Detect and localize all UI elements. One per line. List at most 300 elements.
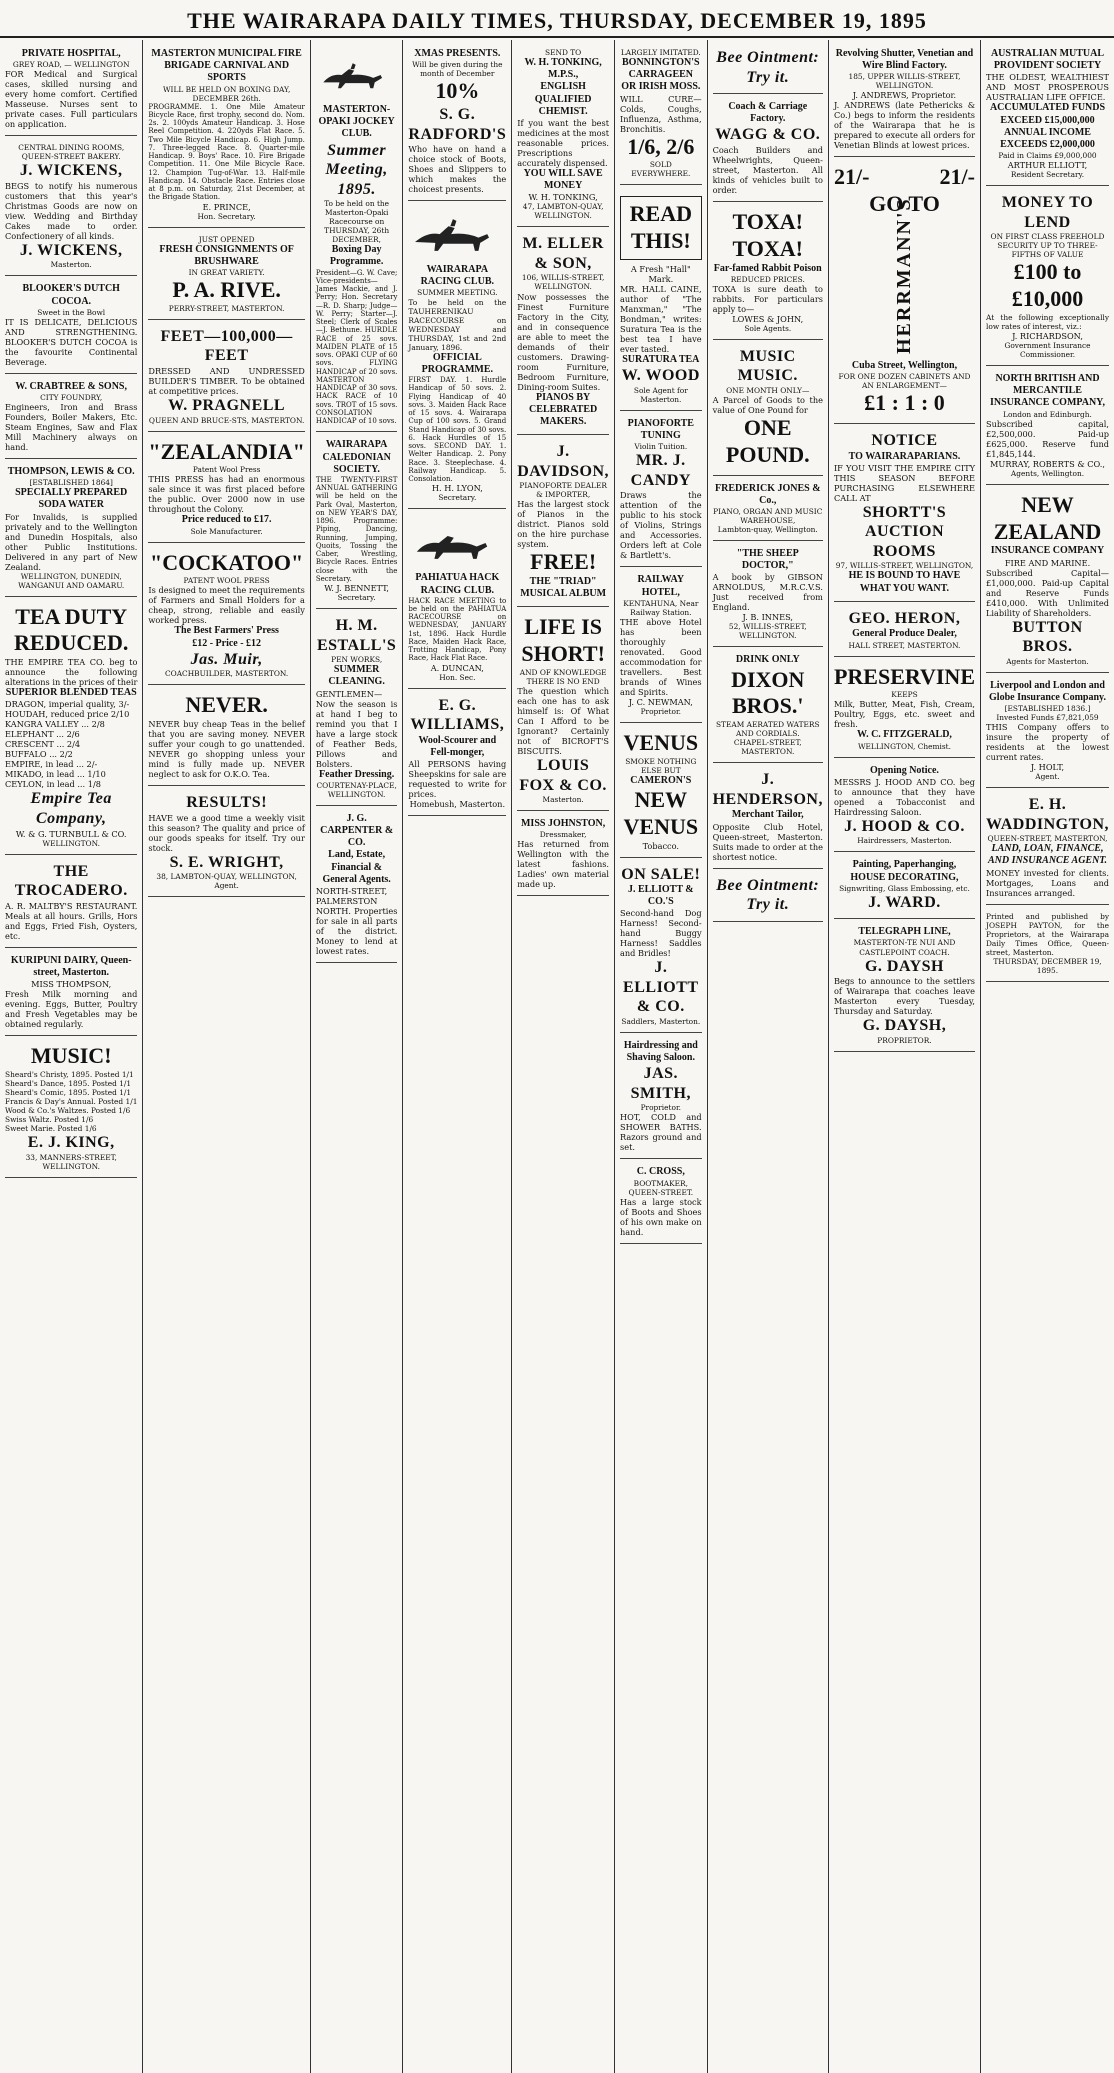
masthead-rule xyxy=(0,36,1114,38)
ad-name: W. J. BENNETT, xyxy=(324,583,390,594)
ad-price: £12 - Price - £12 xyxy=(192,637,262,649)
ad-irish-moss xyxy=(620,44,702,185)
ad-body: FOR ONE DOZEN CABINETS AND AN ENLARGEMENT— xyxy=(838,372,971,391)
ad-title: "ZEALANDIA" xyxy=(148,438,305,464)
ad-name: J. RICHARDSON, xyxy=(1012,331,1083,342)
ad-hood-tobacconist xyxy=(834,761,975,853)
ad-subtitle: Coach & Carriage Factory. xyxy=(728,101,808,125)
ad-address: 47, LAMBTON-QUAY, WELLINGTON. xyxy=(522,202,604,221)
ad-body: THIS Company offers to insure the property of residents at the lowest current rates. xyxy=(986,722,1109,763)
ad-heading: PIANOS BY CELEBRATED MAKERS. xyxy=(529,391,598,427)
ad-title: ONE POUND. xyxy=(725,414,810,467)
ad-title: E. H. WADDINGTON, xyxy=(986,796,1109,833)
ad-subtitle: Masterton. xyxy=(50,260,92,270)
ad-address: WELLINGTON, Chemist. xyxy=(857,741,951,751)
ad-name: MR. J. CANDY xyxy=(630,452,691,489)
ad-body: Coach Builders and Wheelwrights, Queen-street, Masterton. All kinds of vehicles built to order. xyxy=(712,144,823,195)
ad-role: Agent. xyxy=(1035,772,1060,782)
ad-body: THIS PRESS has had an enormous sale since it was first placed before the public. Over 2000 now in use throughout the Colony. xyxy=(148,474,305,515)
ad-footer: J. ELLIOTT & CO. xyxy=(623,959,699,1016)
ad-subtitle: PIANO, ORGAN AND MUSIC WAREHOUSE, xyxy=(713,506,823,525)
ad-title: THE TROCADERO. xyxy=(14,862,128,900)
ad-body: A book by GIBSON ARNOLDUS, M.R.C.V.S. Just received from England. xyxy=(712,572,823,613)
ad-never xyxy=(148,688,304,786)
ad-heading: SHORTT'S AUCTION ROOMS xyxy=(862,503,947,560)
ad-title: GEO. HERON, xyxy=(848,609,961,627)
ad-subtitle: SUMMER MEETING. xyxy=(417,288,498,298)
ad-subtitle: Signwriting, Glass Embossing, etc. xyxy=(839,883,970,893)
ad-wagg-coach xyxy=(713,97,823,202)
ad-name: S. E. WRIGHT, xyxy=(169,853,284,871)
ad-name: Empire Tea Company, xyxy=(30,790,112,827)
ad-subtitle: [ESTABLISHED 1864] xyxy=(29,478,113,488)
ad-role: Saddlers, Masterton. xyxy=(621,1016,701,1026)
ad-body: TOXA is sure death to rabbits. For particulars apply to— xyxy=(712,283,823,314)
ad-williams-woolscourer xyxy=(408,692,506,816)
ad-figure: Paid in Claims £9,000,000 xyxy=(998,151,1097,161)
ad-wickens-bakery xyxy=(5,139,137,276)
ad-subtitle: CITY FOUNDRY, xyxy=(40,392,103,402)
ad-money-to-lend xyxy=(986,189,1109,366)
ad-role: Proprietor. xyxy=(640,1103,682,1113)
ad-body: Now possesses the Finest Furniture Factory in the City, and in consequence are able to meet the demands of their customers. Drawing-room Furniture, Bedroom Furniture, Dining-room Suites. xyxy=(517,291,610,392)
ad-subtitle: A Fresh "Hall" Mark. xyxy=(630,264,691,285)
ad-fire-brigade-carnival xyxy=(148,44,304,228)
ad-address: Masterton. xyxy=(542,795,584,805)
ad-title: PIANOFORTE TUNING xyxy=(627,417,694,442)
ad-subtitle: Far-famed Rabbit Poison xyxy=(713,262,822,274)
ad-name: J. ELLIOTT & CO.'S xyxy=(627,884,694,908)
ad-subtitle: [ESTABLISHED 1836.] xyxy=(1004,704,1091,713)
ad-product: SURATURA TEA xyxy=(622,354,700,366)
ad-body: For Invalids, is supplied privately and to the Wellington and Dunedin Hospitals, also other Public Institutions. Delivered in any part of New Zealand. xyxy=(5,511,138,572)
tea-price-item: ELEPHANT ... 2/6 xyxy=(5,729,80,740)
ad-name: W. WOOD xyxy=(621,367,700,385)
column-grid xyxy=(0,40,1114,2073)
ad-toxa-poison xyxy=(713,205,823,340)
ad-empire-tea xyxy=(5,600,137,855)
column-5 xyxy=(512,40,615,2073)
ad-price: £1 : 1 : 0 xyxy=(864,390,945,416)
ad-body: Milk, Butter, Meat, Fish, Cream, Poultry, Eggs, etc. sweet and fresh. xyxy=(833,699,975,730)
ad-title: WAIRARAPA RACING CLUB. xyxy=(420,264,494,288)
ad-address: PERRY-STREET, MASTERTON. xyxy=(168,303,285,313)
tea-price-item: KANGRA VALLEY ... 2/8 xyxy=(5,719,105,730)
ad-title: VENUS xyxy=(623,729,699,755)
ad-music-pound xyxy=(713,343,823,476)
ad-address: 38, LAMBTON-QUAY, WELLINGTON, Agent. xyxy=(156,872,297,891)
column-3 xyxy=(311,40,404,2073)
imprint-date: THURSDAY, DECEMBER 19, 1895. xyxy=(993,956,1102,975)
ad-title: Hairdressing and Shaving Saloon. xyxy=(623,1040,698,1064)
ad-role: Agents, Wellington. xyxy=(1010,468,1085,478)
ad-address: 185, UPPER WILLIS-STREET, WELLINGTON. xyxy=(848,72,961,91)
ad-title: E. G. WILLIAMS, xyxy=(410,696,505,734)
ad-heading: OFFICIAL PROGRAMME. xyxy=(421,351,494,375)
ad-body: IF YOU VISIT THE EMPIRE CITY THIS SEASON BEFORE PURCHASING ELSEWHERE CALL AT xyxy=(833,462,975,503)
ad-caledonian-society xyxy=(316,435,398,609)
ad-title: J. DAVIDSON, xyxy=(517,443,610,480)
ad-private-hospital xyxy=(5,44,137,136)
ad-body: Begs to announce to the settlers of Wairarapa that coaches leave Masterton every Tuesday, Thursday and Saturday. xyxy=(833,976,975,1017)
ad-andrews-blinds xyxy=(834,44,975,157)
ad-subtitle: TO WAIRARAPARIANS. xyxy=(848,450,961,462)
ad-body: HAVE we a good time a weekly visit this season? The quality and price of our goods speaks for itself. Try our stock. xyxy=(148,812,305,853)
ad-title: XMAS PRESENTS. xyxy=(414,48,501,59)
horse-rider-icon xyxy=(316,52,389,98)
ad-body: IT IS DELICATE, DELICIOUS AND STRENGTHENING. BLOOKER'S DUTCH COCOA is the favourite Continental Beverage. xyxy=(5,316,138,367)
ad-name: J. HOOD & CO. xyxy=(844,817,965,835)
ad-name: W. H. TONKING, xyxy=(528,192,598,203)
ad-title: FREDERICK JONES & Co., xyxy=(714,482,821,506)
column-7 xyxy=(708,40,829,2073)
price-row xyxy=(834,164,975,191)
ad-title: TEA DUTY REDUCED. xyxy=(14,603,129,656)
column-6 xyxy=(615,40,708,2073)
ad-subtitle: Wool-Scourer and Fell-monger, xyxy=(418,734,497,758)
ad-subtitle: INSURANCE COMPANY xyxy=(990,545,1105,557)
ad-footer: At the following exceptionally low rates of interest, viz.: xyxy=(986,312,1109,331)
ad-body: All PERSONS having Sheepskins for sale are requested to write for prices. xyxy=(408,759,507,800)
ad-heading: Boxing Day Programme. xyxy=(329,244,384,268)
ad-estall-pen-works xyxy=(316,612,398,806)
masthead xyxy=(0,0,1114,34)
ad-address: 33, MANNERS-STREET, WELLINGTON. xyxy=(25,1152,117,1171)
ad-agents: W. & G. TURNBULL & CO. xyxy=(15,828,127,839)
ad-body: MR. HALL CAINE, author of "The Manxman," "The Bondman," writes: Suratura Tea is the best tea I have ever tasted. xyxy=(620,284,702,355)
ad-eller-furniture xyxy=(517,230,609,435)
ad-subtitle: Sweet in the Bowl xyxy=(37,307,106,317)
ad-life-is-short xyxy=(517,610,609,811)
ad-body: Engineers, Iron and Brass Founders, Boiler Makers, Etc. Steam Engines, Saw and Flax Mill Machinery always on hand. xyxy=(5,401,138,452)
ad-bee-ointment xyxy=(713,44,823,94)
ad-title: THOMPSON, LEWIS & CO. xyxy=(7,465,135,477)
horse-rider-icon xyxy=(408,520,496,566)
ad-sheep-doctor xyxy=(713,544,823,647)
tea-price-item: CEYLON, in lead ... 1/8 xyxy=(5,779,101,790)
ad-address: 52, WILLIS-STREET, WELLINGTON. xyxy=(728,622,807,641)
horse-rider-icon xyxy=(408,212,496,258)
ad-body: A. R. MALTBY'S RESTAURANT. Meals at all hours. Grills, Hors and Eggs, Fried Fish, Oysters, etc. xyxy=(5,900,138,941)
ad-price: Price reduced to £17. xyxy=(181,514,272,526)
ad-title: KURIPUNI DAIRY, Queen-street, Masterton. xyxy=(10,954,132,978)
ad-title: PRESERVINE xyxy=(833,663,975,689)
ad-title: TELEGRAPH LINE, xyxy=(858,926,951,938)
ad-body: GENTLEMEN—Now the season is at hand I beg to remind you that I have a large stock of Feather Beds, Pillows and Bolsters. xyxy=(315,688,398,769)
ad-davidson-pianos xyxy=(517,438,609,607)
ad-subheading: YOU WILL SAVE MONEY xyxy=(523,167,603,192)
column-9 xyxy=(981,40,1114,2073)
tea-price-item: CRESCENT ... 2/4 xyxy=(5,739,81,750)
ad-title: PAHIATUA HACK RACING CLUB. xyxy=(415,572,500,596)
ad-title: "THE SHEEP DOCTOR," xyxy=(736,548,799,572)
ad-name: LOWES & JOHN, xyxy=(732,313,804,324)
ad-footer: HE IS BOUND TO HAVE WHAT YOU WANT. xyxy=(848,570,961,594)
ad-address: Homebush, Masterton. xyxy=(409,799,506,810)
ad-smith-hairdresser xyxy=(620,1036,702,1159)
ad-name: J. WICKENS, xyxy=(19,162,123,180)
column-8 xyxy=(829,40,981,2073)
ad-title: BONNINGTON'S CARRAGEEN OR IRISH MOSS. xyxy=(621,57,701,93)
ad-title: FRESH CONSIGNMENTS OF BRUSHWARE xyxy=(159,243,294,267)
ad-name: A. DUNCAN, xyxy=(430,662,484,673)
ad-body: NORTH-STREET, PALMERSTON NORTH. Properties for sale in all parts of the district. Money to lend at lowest rates. xyxy=(315,886,398,957)
ad-heading: FIRE AND MARINE. xyxy=(1004,557,1091,568)
ad-name: H. H. LYON, xyxy=(431,483,483,494)
ad-title: Bee Ointment: Try it. xyxy=(716,49,820,86)
ad-liverpool-insurance xyxy=(986,676,1109,788)
ad-name: S. G. RADFORD'S xyxy=(408,106,507,143)
ad-venus-tobacco xyxy=(620,726,702,858)
ad-title: AUSTRALIAN MUTUAL PROVIDENT SOCIETY xyxy=(990,48,1105,72)
ad-subtitle: ONE MONTH ONLY— xyxy=(726,385,810,395)
music-item: Francis & Day's Annual. Posted 1/1 xyxy=(5,1096,138,1106)
ad-read-this xyxy=(620,188,702,410)
ad-body: If you want the best medicines at the most reasonable prices. Prescriptions accurately dispensed. xyxy=(517,117,610,168)
ad-figure: Invested Funds £7,821,059 xyxy=(996,713,1099,723)
ad-title: PRIVATE HOSPITAL, xyxy=(21,48,121,59)
ad-role: Sole Agents. xyxy=(744,323,792,333)
ad-subtitle: Dressmaker, xyxy=(539,830,587,840)
ad-body: FOR Medical and Surgical cases, skilled nursing and every home comfort. Certified Masseuse. Nurses sent to private cases. Full particulars on application. xyxy=(5,69,138,130)
ad-heading: SUPERIOR BLENDED TEAS xyxy=(5,687,137,699)
ad-body: MONEY invested for clients. Mortgages, Loans and Insurances arranged. xyxy=(986,867,1109,898)
ad-trocadero xyxy=(5,858,137,948)
ad-subtitle: WILL BE HELD ON BOXING DAY, DECEMBER 26th. xyxy=(162,84,291,103)
ad-body: Subscribed Capital—£1,000,000. Paid-up Capital and Reserve Funds £410,000. With Unlimited Liability of Shareholders. xyxy=(986,567,1109,618)
ad-role: Agents for Masterton. xyxy=(1006,656,1089,666)
ad-cross-bootmaker xyxy=(620,1162,702,1243)
ad-heading: SEND TO xyxy=(545,48,582,57)
ad-title: Liverpool and London and Globe Insurance Company. xyxy=(989,679,1106,703)
ad-frederick-jones xyxy=(713,479,823,541)
ad-body: THE EMPIRE TEA CO. beg to announce the following alterations in the prices of their xyxy=(5,657,138,688)
ad-body: To be held on the Masterton-Opaki Racecourse on THURSDAY, 26th DECEMBER, xyxy=(324,199,390,245)
ad-address: HALL STREET, MASTERTON. xyxy=(848,640,961,650)
ad-kuripuni-dairy xyxy=(5,951,137,1036)
ad-zealandia-press xyxy=(148,435,304,543)
ad-johnston-dressmaker xyxy=(517,814,609,896)
ad-subtitle: PATENT WOOL PRESS xyxy=(183,576,270,586)
ad-title: J. G. CARPENTER & CO. xyxy=(320,812,394,849)
ad-body: NEVER buy cheap Teas in the belief that you are saving money. NEVER suffer your cough to go unattended. NEVER go shopping unless your mind is fully made up. NEVER neglect to ask for O.K.O. Tea. xyxy=(148,719,305,780)
ad-title: TOXA! TOXA! xyxy=(732,208,804,261)
ad-name: Jas. Muir, xyxy=(190,650,263,668)
ad-role: Resident Secretary. xyxy=(1010,170,1085,180)
ad-subtitle: Tobacco. xyxy=(642,840,680,851)
ad-pragnell-timber xyxy=(148,323,304,432)
ad-title: LIFE IS SHORT! xyxy=(521,614,605,667)
ad-price: 1/6, 2/6 xyxy=(627,133,695,159)
ad-subtitle: BOOTMAKER, QUEEN-STREET. xyxy=(628,1178,694,1197)
ad-role: Sole Agent for Masterton. xyxy=(633,385,688,404)
ad-elliott-saddlers xyxy=(620,861,702,1033)
ad-title: MISS JOHNSTON, xyxy=(520,818,606,830)
ad-footer: WELLINGTON, DUNEDIN, WANGANUI AND OAMARU. xyxy=(18,571,125,590)
ad-name: J. ANDREWS, Proprietor. xyxy=(852,90,957,101)
ad-body: HACK RACE MEETING to be held on the PAHIATUA RACECOURSE on WEDNESDAY, JANUARY 1st, 1896. Hack Hurdle Race, Maiden Hack Race, Trotting Handicap, Pony Race, Hack Flat Race. xyxy=(408,596,507,663)
ad-title: C. CROSS, xyxy=(636,1166,685,1178)
ad-subtitle: ENGLISH QUALIFIED CHEMIST. xyxy=(534,81,592,117)
ad-name: MURRAY, ROBERTS & CO., xyxy=(990,458,1105,469)
tea-price-item: EMPIRE, in lead ... 2/- xyxy=(5,759,98,770)
ad-body: Draws the attention of the public to his stock of Violins, Strings and Accessories. Orders left at Cole & Bartlett's. xyxy=(620,490,702,561)
ad-name: J. B. INNES, xyxy=(742,612,794,623)
ad-address: QUEEN AND BRUCE-STS, MASTERTON. xyxy=(148,415,305,425)
ad-subtitle: General Produce Dealer, xyxy=(852,628,957,640)
ad-title: M. ELLER & SON, xyxy=(522,235,604,272)
ad-subheading: Feather Dressing. xyxy=(319,768,395,780)
ad-subtitle: AND OF KNOWLEDGE THERE IS NO END xyxy=(519,668,607,687)
ad-body: The question which each one has to ask himself is: Of What Can I Afford to be Ignorant? Certainly not of BICROFT'S BISCUITS. xyxy=(517,686,610,757)
ad-title: GO TO xyxy=(869,191,940,217)
ad-heading: The Best Farmers' Press xyxy=(174,625,279,637)
ad-body: STEAM AERATED WATERS AND CORDIALS. xyxy=(715,720,820,739)
ad-role: PROPRIETOR. xyxy=(877,1035,932,1045)
ad-henderson-tailor xyxy=(713,766,823,868)
music-item: Sheard's Christy, 1895. Posted 1/1 xyxy=(5,1069,134,1079)
ad-subheading: THE "TRIAD" MUSICAL ALBUM xyxy=(520,575,607,600)
ad-name: JAS. SMITH, xyxy=(630,1065,691,1102)
ad-figure: ACCUMULATED FUNDS EXCEED £15,000,000 xyxy=(989,102,1106,126)
ad-heading: MUSIC MUSIC. xyxy=(737,347,798,385)
ad-name: DIXON BROS.' xyxy=(731,666,805,719)
ad-name: BUTTON BROS. xyxy=(1012,618,1083,656)
ad-nz-insurance xyxy=(986,488,1109,673)
ad-tonking-chemist xyxy=(517,44,609,227)
ad-king-music xyxy=(5,1039,137,1178)
ad-role: Secretary. xyxy=(337,593,376,603)
ad-herrmann-photos xyxy=(834,160,975,424)
ad-body: THE OLDEST, WEALTHIEST AND MOST PROSPEROUS AUSTRALIAN LIFE OFFICE. xyxy=(986,72,1109,103)
ad-name: P. A. RIVE. xyxy=(172,277,281,303)
ad-name: J. WARD. xyxy=(868,893,941,911)
ad-title: MASTERTON MUNICIPAL FIRE BRIGADE CARNIVAL AND SPORTS xyxy=(151,48,302,84)
ad-heading: FREE! xyxy=(530,549,597,575)
column-4 xyxy=(403,40,512,2073)
ad-title: READ THIS! xyxy=(620,196,702,260)
ad-title: WAIRARAPA CALEDONIAN SOCIETY. xyxy=(322,439,391,475)
ad-dixon-bros xyxy=(713,650,823,763)
tea-price-item: BUFFALO ... 2/2 xyxy=(5,749,73,760)
ad-body: THE above Hotel has been thoroughly renovated. Good accommodation for travellers. Best brands of Wines and Spirits. xyxy=(620,616,702,697)
ad-candy-tuning xyxy=(620,414,702,567)
ad-heading: SPECIALLY PREPARED SODA WATER xyxy=(15,487,128,511)
ad-name: J. C. NEWMAN, xyxy=(628,696,693,707)
ad-ward-painting xyxy=(834,855,975,919)
ad-daysh-coach xyxy=(834,922,975,1051)
music-item: Wood & Co.'s Waltzes. Posted 1/6 xyxy=(5,1105,131,1115)
imprint-text: Printed and published by JOSEPH PAYTON, for the Proprietors, at the Wairarapa Daily Times Office, Queen-street, Masterton. xyxy=(986,911,1109,957)
ad-name: J. HOLT, xyxy=(1030,762,1065,773)
ad-wairarapa-racing xyxy=(408,204,506,509)
ad-subtitle: Patent Wool Press xyxy=(192,465,261,475)
ad-name: J. WICKENS, xyxy=(19,241,123,259)
ad-name: LOUIS FOX & CO. xyxy=(519,757,607,794)
ad-title: FEET—100,000—FEET xyxy=(160,327,293,365)
music-item: Sheard's Dance, 1895. Posted 1/1 xyxy=(5,1078,132,1088)
ad-body: Opposite Club Hotel, Queen-street, Masterton. Suits made to order at the shortest notice. xyxy=(712,821,823,862)
ad-body: Has returned from Wellington with the latest fashions. Ladies' own material made up. xyxy=(517,839,610,890)
ad-heading: NEW VENUS xyxy=(623,786,699,839)
ad-name: G. DAYSH xyxy=(864,957,944,975)
ad-title: WAGG & CO. xyxy=(715,126,821,144)
ad-figure: £100 to £10,000 xyxy=(1011,259,1084,312)
ad-name: ARTHUR ELLIOTT, xyxy=(1007,160,1088,171)
ad-subtitle: MASTERTON-TE NUI AND CASTLEPOINT COACH. xyxy=(853,938,956,957)
tea-price-item: MIKADO, in lead ... 1/10 xyxy=(5,769,106,780)
tea-price-item: DRAGON, imperial quality, 3/- xyxy=(5,699,130,710)
ad-heading: REDUCED PRICES. xyxy=(730,274,805,284)
ad-name: W. PRAGNELL xyxy=(168,396,286,414)
ad-role: Hon. Secretary. xyxy=(197,211,256,221)
ad-rive-brushware xyxy=(148,231,304,320)
ad-title: MONEY TO LEND xyxy=(1001,194,1094,231)
ad-role: Hon. Sec. xyxy=(439,672,476,682)
ad-address: 97, WILLIS-STREET, WELLINGTON, xyxy=(835,561,974,571)
ad-name: E. J. KING, xyxy=(27,1133,115,1151)
ad-amp-society xyxy=(986,44,1109,186)
ad-body: THE TWENTY-FIRST ANNUAL GATHERING will be held on the Park Oval, Masterton, on NEW YEAR'S DAY, 1896. Programme: Piping, Dancing, Running, Jumping, Quoits, Tossing the Caber, Wrestling, Bicycle Races. Entries close with the Secretary. xyxy=(315,475,398,583)
ad-title: MUSIC! xyxy=(30,1042,112,1068)
price-right: 21/- xyxy=(939,164,975,190)
ad-name: W. C. FITZGERALD, xyxy=(857,729,952,741)
ad-bee-ointment-2 xyxy=(713,872,823,922)
ad-title: RAILWAY HOTEL, xyxy=(637,574,685,598)
masthead-title: THE WAIRARAPA DAILY TIMES, THURSDAY, DECEMBER 19, 1895 xyxy=(187,8,927,33)
price-left: 21/- xyxy=(833,164,870,190)
ad-footer: G. DAYSH, xyxy=(862,1017,947,1035)
ad-body: Who have on hand a choice stock of Boots, Shoes and Slippers to which makes the choicest presents. xyxy=(408,144,507,195)
ad-footer: Sole Manufacturer. xyxy=(190,526,263,536)
ad-body: Fresh Milk morning and evening. Eggs, Butter, Poultry and Fresh Vegetables may be obtained regularly. xyxy=(5,988,138,1029)
ad-pahiatua-hack xyxy=(408,512,506,688)
ad-body: J. ANDREWS (late Pethericks & Co.) begs to inform the residents of the Wairarapa that he is prepared to execute all orders for Venetian Blinds at lowest prices. xyxy=(833,100,975,151)
ad-title: NEVER. xyxy=(185,692,268,718)
ad-title: NORTH BRITISH AND MERCANTILE INSURANCE COMPANY, xyxy=(989,373,1105,409)
ad-name: CAMERON'S xyxy=(630,774,692,786)
ad-heading: LARGELY IMITATED. xyxy=(620,48,701,57)
ad-title: CENTRAL DINING ROOMS, QUEEN-STREET BAKERY. xyxy=(18,143,125,162)
ad-body: Has the largest stock of Pianos in the district. Pianos sold on the hire purchase system. xyxy=(517,499,610,550)
ad-body: MESSRS J. HOOD AND CO. beg to announce that they have opened a Tobacconist and Hairdressing Saloon. xyxy=(833,776,975,817)
ad-subtitle: KENTAHUNA, Near Railway Station. xyxy=(623,598,699,617)
ad-body: DRESSED AND UNDRESSED BUILDER'S TIMBER. To be obtained at competitive prices. xyxy=(148,365,305,396)
ad-body: BEGS to notify his numerous customers that this year's Christmas Goods are now on view. Wedding and Birthday Cakes made to order. Confectionery of all kinds. xyxy=(5,180,138,241)
ad-results xyxy=(148,789,304,897)
ad-title: W. H. TONKING, M.P.S., xyxy=(524,57,602,81)
ad-carpenter-agents xyxy=(316,809,398,963)
ad-subtitle: GREY ROAD, — WELLINGTON xyxy=(12,60,130,70)
ad-title: J. HENDERSON, xyxy=(712,771,823,808)
ad-title: H. M. ESTALL'S xyxy=(316,617,397,654)
ad-subtitle: PIANOFORTE DEALER & IMPORTER, xyxy=(519,481,607,500)
ad-title: NOTICE xyxy=(871,432,938,450)
ad-heading: SUMMER CLEANING. xyxy=(328,664,385,688)
ad-crabtree-foundry xyxy=(5,377,137,459)
ad-opaki-jockey-club xyxy=(316,44,398,432)
ad-radford-xmas xyxy=(408,44,506,201)
ad-subtitle: JUST OPENED xyxy=(198,234,255,244)
ad-body: Subscribed capital, £2,500,000. Paid-up £625,000. Reserve fund £1,845,144. xyxy=(986,418,1109,459)
ad-body: Has a large stock of Boots and Shoes of his own make on hand. xyxy=(620,1196,702,1237)
ad-subtitle: Merchant Tailor, xyxy=(731,809,804,821)
ad-body: HOT, COLD and SHOWER BATHS. Razors ground and set. xyxy=(620,1112,702,1153)
ad-body: Second-hand Dog Harness! Second-hand Buggy Harness! Saddles and Bridles! xyxy=(620,908,702,959)
ad-title: Revolving Shutter, Venetian and Wire Blind Factory. xyxy=(835,48,974,72)
ad-title: RESULTS! xyxy=(186,794,268,812)
ad-title: NEW ZEALAND xyxy=(993,491,1102,544)
